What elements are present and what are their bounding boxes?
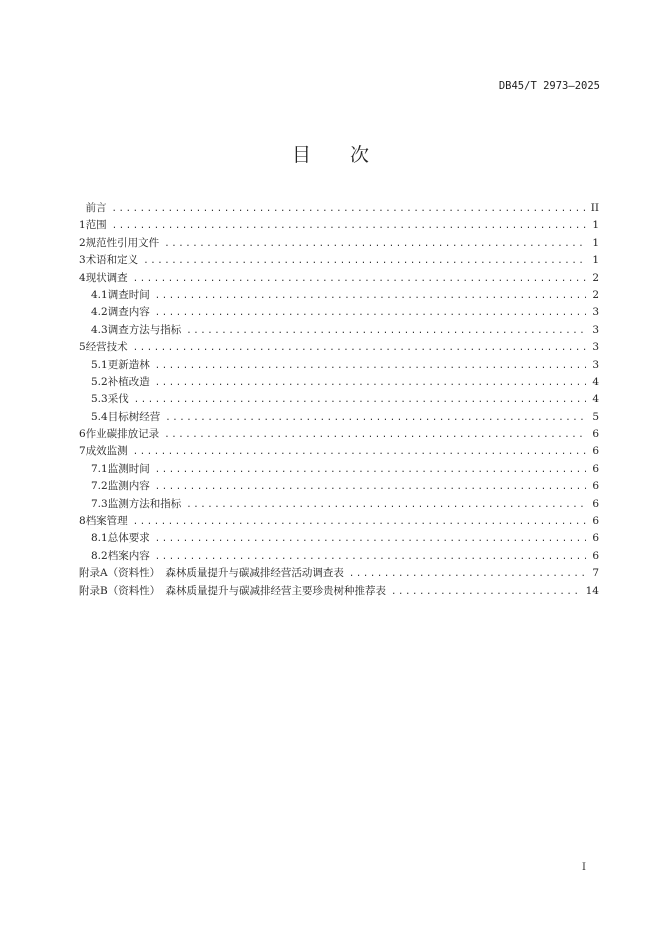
toc-leader-dots bbox=[186, 323, 586, 340]
toc-entry-page: 6 bbox=[592, 480, 599, 493]
toc-entry-page: 3 bbox=[592, 323, 599, 336]
toc-entry-label: 规范性引用文件 bbox=[85, 236, 160, 249]
toc-entry-number: 4 bbox=[79, 271, 86, 284]
toc-entry-label: 成效监测 bbox=[85, 445, 128, 458]
toc-leader-dots bbox=[155, 531, 586, 548]
toc-entry[interactable] bbox=[79, 322, 599, 339]
toc-entry-page: 6 bbox=[592, 497, 599, 510]
toc-entry[interactable] bbox=[79, 409, 599, 426]
page-title bbox=[0, 140, 662, 167]
toc-entry[interactable] bbox=[79, 548, 599, 565]
toc-entry-label: 附录B（资料性） 森林质量提升与碳减排经营主要珍贵树种推荐表 bbox=[79, 584, 386, 597]
toc-entry-page: 3 bbox=[592, 341, 599, 354]
toc-entry-number: 8 bbox=[79, 515, 86, 528]
toc-leader-dots bbox=[164, 427, 586, 444]
toc-entry[interactable] bbox=[79, 478, 599, 495]
title-char-right: 次 bbox=[350, 144, 371, 166]
toc-entry-number: 8.2 bbox=[91, 549, 108, 562]
toc-entry-page: 1 bbox=[592, 236, 599, 249]
toc-entry-label: 档案管理 bbox=[85, 515, 128, 528]
toc-entry-number: 4.1 bbox=[91, 288, 108, 301]
toc-entry-page: 2 bbox=[592, 288, 599, 301]
toc-entry-number: 6 bbox=[79, 428, 86, 441]
toc-entry-page: 6 bbox=[592, 428, 599, 441]
toc-leader-dots bbox=[155, 288, 586, 305]
toc-entry-label: 前言 bbox=[85, 202, 107, 214]
toc-entry-page: 4 bbox=[592, 393, 599, 406]
toc-entry-label: 总体要求 bbox=[107, 532, 150, 545]
toc-entry-page: 6 bbox=[592, 532, 599, 545]
toc-leader-dots bbox=[391, 584, 581, 601]
toc-entry[interactable] bbox=[79, 304, 599, 321]
toc-entry-number: 3 bbox=[79, 254, 86, 267]
toc-entry-number: 5.4 bbox=[91, 410, 108, 423]
toc-entry[interactable] bbox=[79, 287, 599, 304]
toc-entry-page: 5 bbox=[592, 410, 599, 423]
toc-entry-page: II bbox=[590, 202, 599, 214]
toc-entry-label: 调查内容 bbox=[107, 306, 150, 319]
toc-leader-dots bbox=[133, 444, 586, 461]
toc-entry-label: 调查方法与指标 bbox=[107, 323, 182, 336]
toc-entry-label: 补植改造 bbox=[107, 375, 150, 388]
toc-leader-dots bbox=[186, 497, 586, 514]
toc-entry-number: 5 bbox=[79, 341, 86, 354]
toc-entry-label: 范围 bbox=[85, 219, 107, 232]
toc-entry-page: 4 bbox=[592, 375, 599, 388]
toc-entry[interactable] bbox=[79, 270, 599, 287]
toc-entry-label: 目标树经营 bbox=[107, 410, 161, 423]
toc-entry-page: 6 bbox=[592, 515, 599, 528]
toc-entry-number: 7.1 bbox=[91, 462, 108, 475]
document-code: DB45/T 2973—2025 bbox=[498, 80, 600, 92]
toc-entry-page: 6 bbox=[592, 462, 599, 475]
toc-entry-label: 术语和定义 bbox=[85, 254, 139, 267]
toc-entry-number: 4.3 bbox=[91, 323, 108, 336]
toc-leader-dots bbox=[133, 514, 586, 531]
toc-entry[interactable] bbox=[79, 443, 599, 460]
toc-leader-dots bbox=[155, 358, 586, 375]
toc-entry-page: 7 bbox=[592, 567, 599, 580]
toc-entry-page: 1 bbox=[592, 254, 599, 267]
toc-entry-page: 14 bbox=[585, 584, 599, 597]
toc-leader-dots bbox=[112, 201, 586, 218]
toc-entry-page: 6 bbox=[592, 445, 599, 458]
toc-entry[interactable] bbox=[79, 200, 599, 217]
toc-leader-dots bbox=[155, 305, 586, 322]
toc-leader-dots bbox=[143, 253, 586, 270]
toc-leader-dots bbox=[155, 479, 586, 496]
toc-entry[interactable] bbox=[79, 374, 599, 391]
toc-entry-number: 5.2 bbox=[91, 375, 108, 388]
toc-entry[interactable] bbox=[79, 461, 599, 478]
table-of-contents bbox=[79, 200, 599, 600]
toc-entry[interactable] bbox=[79, 339, 599, 356]
toc-entry-label: 采伐 bbox=[107, 393, 129, 406]
toc-entry-page: 2 bbox=[592, 271, 599, 284]
toc-entry[interactable] bbox=[79, 426, 599, 443]
toc-entry-number: 8.1 bbox=[91, 532, 108, 545]
toc-leader-dots bbox=[133, 271, 586, 288]
toc-entry-label: 监测方法和指标 bbox=[107, 497, 182, 510]
toc-leader-dots bbox=[133, 340, 586, 357]
toc-leader-dots bbox=[155, 375, 586, 392]
toc-entry-label: 档案内容 bbox=[107, 549, 150, 562]
toc-leader-dots bbox=[165, 410, 586, 427]
toc-entry[interactable] bbox=[79, 252, 599, 269]
toc-entry[interactable] bbox=[79, 565, 599, 582]
toc-entry[interactable] bbox=[79, 513, 599, 530]
toc-entry-label: 附录A（资料性） 森林质量提升与碳减排经营活动调查表 bbox=[79, 567, 344, 580]
toc-entry-label: 调查时间 bbox=[107, 288, 150, 301]
toc-leader-dots bbox=[349, 566, 586, 583]
toc-entry[interactable] bbox=[79, 235, 599, 252]
title-char-left: 目 bbox=[291, 144, 312, 166]
toc-entry-label: 经营技术 bbox=[85, 341, 128, 354]
toc-entry-page: 1 bbox=[592, 219, 599, 232]
page-folio: I bbox=[582, 862, 586, 873]
toc-entry-page: 3 bbox=[592, 358, 599, 371]
toc-leader-dots bbox=[155, 549, 586, 566]
toc-entry[interactable] bbox=[79, 357, 599, 374]
toc-entry-number: 1 bbox=[79, 219, 86, 232]
toc-entry-label: 监测时间 bbox=[107, 462, 150, 475]
toc-entry-label: 现状调查 bbox=[85, 271, 128, 284]
toc-entry-page: 6 bbox=[592, 549, 599, 562]
toc-leader-dots bbox=[112, 218, 586, 235]
toc-leader-dots bbox=[164, 236, 586, 253]
toc-entry-number: 7.3 bbox=[91, 497, 108, 510]
toc-entry-number: 7.2 bbox=[91, 480, 108, 493]
toc-entry-number: 4.2 bbox=[91, 306, 108, 319]
toc-leader-dots bbox=[134, 392, 586, 409]
toc-entry[interactable] bbox=[79, 583, 599, 600]
toc-entry[interactable] bbox=[79, 217, 599, 234]
toc-entry-number: 7 bbox=[79, 445, 86, 458]
toc-entry[interactable] bbox=[79, 391, 599, 408]
toc-entry[interactable] bbox=[79, 496, 599, 513]
toc-entry-number: 2 bbox=[79, 236, 86, 249]
toc-entry-number: 5.3 bbox=[91, 393, 108, 406]
toc-entry-number: 5.1 bbox=[91, 358, 108, 371]
toc-entry-label: 更新造林 bbox=[107, 358, 150, 371]
toc-entry-page: 3 bbox=[592, 306, 599, 319]
toc-leader-dots bbox=[155, 462, 586, 479]
toc-entry-label: 作业碳排放记录 bbox=[85, 428, 160, 441]
toc-entry[interactable] bbox=[79, 530, 599, 547]
toc-entry-label: 监测内容 bbox=[107, 480, 150, 493]
